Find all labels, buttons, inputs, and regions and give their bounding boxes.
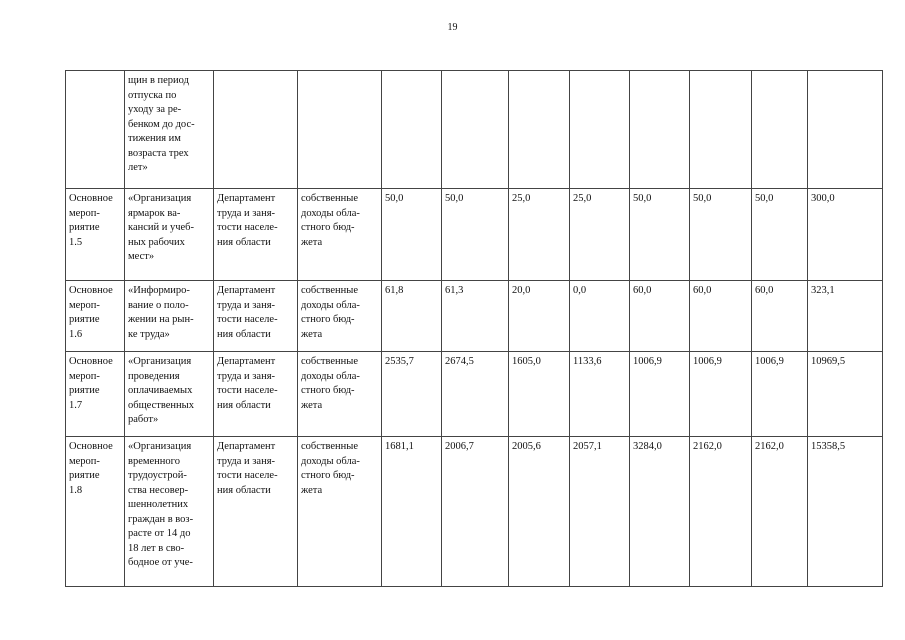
total-cell: 323,1 <box>808 281 883 352</box>
table-row <box>66 437 883 587</box>
value-cell: 60,0 <box>690 281 752 352</box>
budget-table <box>65 70 883 587</box>
event-cell: Основное мероп- риятие 1.7 <box>66 352 125 437</box>
value-cell: 1605,0 <box>509 352 570 437</box>
value-cell: 2005,6 <box>509 437 570 587</box>
event-cell: Основное мероп- риятие 1.8 <box>66 437 125 587</box>
value-cell: 1681,1 <box>382 437 442 587</box>
value-cell: 2674,5 <box>442 352 509 437</box>
value-cell: 1006,9 <box>752 352 808 437</box>
total-cell: 10969,5 <box>808 352 883 437</box>
value-cell <box>570 71 630 189</box>
source-cell: собственные доходы обла- стного бюд- жета <box>298 189 382 281</box>
value-cell: 60,0 <box>630 281 690 352</box>
value-cell <box>690 71 752 189</box>
executor-cell: Департамент труда и заня- тости населе- ния области <box>214 189 298 281</box>
value-cell: 1133,6 <box>570 352 630 437</box>
value-cell: 2162,0 <box>752 437 808 587</box>
value-cell: 2535,7 <box>382 352 442 437</box>
event-cell: Основное мероп- риятие 1.5 <box>66 189 125 281</box>
value-cell: 50,0 <box>442 189 509 281</box>
source-cell <box>298 71 382 189</box>
value-cell: 50,0 <box>690 189 752 281</box>
table-row <box>66 281 883 352</box>
value-cell: 50,0 <box>382 189 442 281</box>
value-cell <box>752 71 808 189</box>
value-cell: 2057,1 <box>570 437 630 587</box>
name-cell: щин в период отпуска по уходу за ре- бенком до дос- тижения им возраста трех лет» <box>125 71 214 189</box>
value-cell: 61,3 <box>442 281 509 352</box>
value-cell: 50,0 <box>752 189 808 281</box>
total-cell <box>808 71 883 189</box>
value-cell: 60,0 <box>752 281 808 352</box>
value-cell: 61,8 <box>382 281 442 352</box>
table-row <box>66 71 883 189</box>
value-cell <box>509 71 570 189</box>
value-cell: 1006,9 <box>630 352 690 437</box>
name-cell: «Информиро- вание о поло- жении на рын- ке труда» <box>125 281 214 352</box>
value-cell: 20,0 <box>509 281 570 352</box>
value-cell: 50,0 <box>630 189 690 281</box>
name-cell: «Организация ярмарок ва- кансий и учеб- ных рабочих мест» <box>125 189 214 281</box>
event-cell: Основное мероп- риятие 1.6 <box>66 281 125 352</box>
source-cell: собственные доходы обла- стного бюд- жета <box>298 352 382 437</box>
source-cell: собственные доходы обла- стного бюд- жета <box>298 437 382 587</box>
executor-cell: Департамент труда и заня- тости населе- ния области <box>214 437 298 587</box>
event-cell <box>66 71 125 189</box>
value-cell <box>630 71 690 189</box>
name-cell: «Организация проведения оплачиваемых общественных работ» <box>125 352 214 437</box>
value-cell: 25,0 <box>509 189 570 281</box>
total-cell: 15358,5 <box>808 437 883 587</box>
table-row <box>66 352 883 437</box>
value-cell <box>382 71 442 189</box>
value-cell: 2162,0 <box>690 437 752 587</box>
value-cell: 2006,7 <box>442 437 509 587</box>
value-cell <box>442 71 509 189</box>
executor-cell <box>214 71 298 189</box>
executor-cell: Департамент труда и заня- тости населе- ния области <box>214 281 298 352</box>
name-cell: «Организация временного трудоустрой- ства несовер- шеннолетних граждан в воз- расте от 14 до 18 лет в сво- бодное от уче- <box>125 437 214 587</box>
value-cell: 0,0 <box>570 281 630 352</box>
table-row <box>66 189 883 281</box>
value-cell: 25,0 <box>570 189 630 281</box>
total-cell: 300,0 <box>808 189 883 281</box>
source-cell: собственные доходы обла- стного бюд- жета <box>298 281 382 352</box>
value-cell: 3284,0 <box>630 437 690 587</box>
value-cell: 1006,9 <box>690 352 752 437</box>
page-number: 19 <box>447 22 458 33</box>
executor-cell: Департамент труда и заня- тости населе- ния области <box>214 352 298 437</box>
